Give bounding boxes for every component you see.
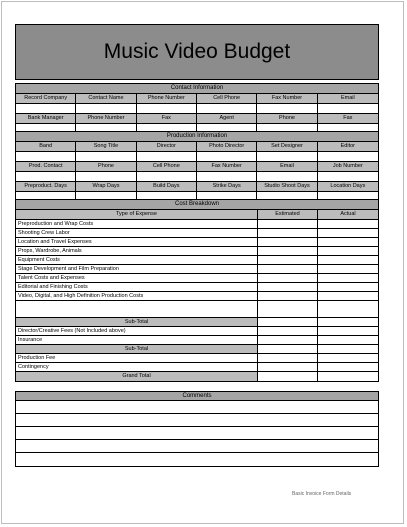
cost-row [16, 256, 378, 265]
production-label: Song Title [76, 142, 136, 152]
production-label: Editor [318, 142, 378, 152]
production-label: Phone [76, 162, 136, 172]
production-field[interactable] [318, 172, 378, 182]
estimated-field[interactable] [258, 318, 318, 326]
production-label: Fax Number [197, 162, 257, 172]
production-field[interactable] [137, 172, 197, 182]
production-label: Studio Shoot Days [257, 182, 317, 192]
cost-row [16, 274, 378, 283]
estimated-field[interactable] [258, 256, 318, 264]
production-field[interactable] [257, 152, 317, 162]
cost-item-label: Insurance [16, 336, 258, 344]
actual-field[interactable] [318, 256, 378, 264]
actual-field[interactable] [318, 220, 378, 228]
contact-label: Phone Number [137, 94, 197, 104]
estimated-field[interactable] [258, 354, 318, 362]
comment-line[interactable] [16, 401, 378, 414]
comments-heading: Comments [16, 392, 378, 401]
estimated-field[interactable] [258, 274, 318, 282]
col-estimated-header: Estimated [258, 210, 318, 219]
title-box [15, 24, 379, 80]
actual-field[interactable] [318, 301, 378, 317]
contact-label: Contact Name [76, 94, 136, 104]
contact-field[interactable] [318, 104, 378, 114]
estimated-field[interactable] [258, 301, 318, 317]
production-field[interactable] [137, 152, 197, 162]
actual-field[interactable] [318, 283, 378, 291]
production-heading: Production Information [16, 132, 378, 142]
production-section [15, 131, 379, 203]
actual-field[interactable] [318, 327, 378, 335]
actual-field[interactable] [318, 318, 378, 326]
production-label: Wrap Days [76, 182, 136, 192]
actual-field[interactable] [318, 229, 378, 237]
actual-field[interactable] [318, 354, 378, 362]
cost-row [16, 247, 378, 256]
contact-grid [16, 94, 378, 134]
cost-item-label: Equipment Costs [16, 256, 258, 264]
cost-item-label: Preproduction and Wrap Costs [16, 220, 258, 228]
contact-field[interactable] [76, 104, 136, 114]
production-label: Preproduct. Days [16, 182, 76, 192]
contact-field[interactable] [137, 104, 197, 114]
estimated-field[interactable] [258, 345, 318, 353]
production-field[interactable] [257, 172, 317, 182]
production-label: Band [16, 142, 76, 152]
cost-row [16, 327, 378, 336]
col-expense-header: Type of Expense [16, 210, 258, 219]
subtotal-row [16, 318, 378, 327]
cost-row [16, 301, 378, 318]
cost-heading: Cost Breakdown [16, 200, 378, 210]
contact-label: Cell Phone [197, 94, 257, 104]
production-label: Strike Days [197, 182, 257, 192]
production-label: Cell Phone [137, 162, 197, 172]
contact-field[interactable] [16, 104, 76, 114]
production-label: Email [257, 162, 317, 172]
cost-row [16, 229, 378, 238]
production-label: Photo Director [197, 142, 257, 152]
production-field[interactable] [318, 152, 378, 162]
production-label: Set Designer [257, 142, 317, 152]
cost-item-label: Contingency [16, 363, 258, 371]
comment-line[interactable] [16, 453, 378, 466]
cost-row [16, 363, 378, 372]
cost-section [15, 199, 379, 382]
cost-row [16, 336, 378, 345]
cost-item-label: Director/Creative Fees (Not Included above) [16, 327, 258, 335]
cost-row [16, 265, 378, 274]
contact-heading: Contact Information [16, 84, 378, 94]
estimated-field[interactable] [258, 238, 318, 246]
contact-section [15, 83, 379, 135]
estimated-field[interactable] [258, 283, 318, 291]
production-label: Job Number [318, 162, 378, 172]
estimated-field[interactable] [258, 363, 318, 371]
production-field[interactable] [16, 172, 76, 182]
comments-section [15, 391, 379, 467]
actual-field[interactable] [318, 363, 378, 371]
comment-line[interactable] [16, 440, 378, 453]
actual-field[interactable] [318, 336, 378, 344]
actual-field[interactable] [318, 265, 378, 273]
actual-field[interactable] [318, 372, 378, 381]
cost-item-label: Editorial and Finishing Costs [16, 283, 258, 291]
subtotal-label: Sub-Total [16, 345, 258, 353]
production-label: Prod. Contact [16, 162, 76, 172]
estimated-field[interactable] [258, 220, 318, 228]
grand-total-label: Grand Total [16, 372, 258, 381]
production-label: Build Days [137, 182, 197, 192]
estimated-field[interactable] [258, 247, 318, 255]
estimated-field[interactable] [258, 327, 318, 335]
contact-label: Bank Manager [16, 114, 76, 124]
comment-line[interactable] [16, 414, 378, 427]
estimated-field[interactable] [258, 229, 318, 237]
contact-label: Fax [137, 114, 197, 124]
contact-label: Fax Number [257, 94, 317, 104]
page-title: Music Video Budget [103, 40, 291, 63]
contact-label: Phone [257, 114, 317, 124]
cost-item-label: Video, Digital, and High Definition Production Costs [16, 292, 258, 300]
col-actual-header: Actual [340, 211, 356, 217]
contact-label: Fax [318, 114, 378, 124]
estimated-field[interactable] [258, 372, 318, 381]
cost-row [16, 292, 378, 301]
production-field[interactable] [76, 152, 136, 162]
cost-header-row [16, 210, 378, 220]
cost-row [16, 220, 378, 229]
cost-item-label: Production Fee [16, 354, 258, 362]
estimated-field[interactable] [258, 336, 318, 344]
cost-item-label: Stage Development and Film Preparation [16, 265, 258, 273]
subtotal-row [16, 345, 378, 354]
comment-line[interactable] [16, 427, 378, 440]
production-field[interactable] [76, 172, 136, 182]
production-label: Director [137, 142, 197, 152]
actual-field[interactable] [318, 345, 378, 353]
cost-item-label: Talent Costs and Expenses [16, 274, 258, 282]
contact-label: Agent [197, 114, 257, 124]
cost-item-label: Props, Wardrobe, Animals [16, 247, 258, 255]
actual-field[interactable] [318, 238, 378, 246]
cost-row [16, 283, 378, 292]
production-field[interactable] [197, 152, 257, 162]
production-grid [16, 142, 378, 202]
footer-credit: Basic Invoice Form Details [292, 491, 352, 497]
estimated-field[interactable] [258, 265, 318, 273]
subtotal-label: Sub-Total [16, 318, 258, 326]
actual-field[interactable] [318, 292, 378, 300]
cost-item-label: Location and Travel Expenses [16, 238, 258, 246]
estimated-field[interactable] [258, 292, 318, 300]
production-field[interactable] [197, 172, 257, 182]
contact-field[interactable] [257, 104, 317, 114]
cost-row [16, 354, 378, 363]
cost-item-label: Shooting Crew Labor [16, 229, 258, 237]
cost-item-field[interactable] [16, 301, 258, 317]
contact-label: Phone Number [76, 114, 136, 124]
contact-label: Email [318, 94, 378, 104]
production-label: Location Days [318, 182, 378, 192]
contact-label: Record Company [16, 94, 76, 104]
production-field[interactable] [16, 152, 76, 162]
contact-field[interactable] [197, 104, 257, 114]
cost-row [16, 238, 378, 247]
grand-total-row [16, 372, 378, 381]
actual-field[interactable] [318, 247, 378, 255]
actual-field[interactable] [318, 274, 378, 282]
